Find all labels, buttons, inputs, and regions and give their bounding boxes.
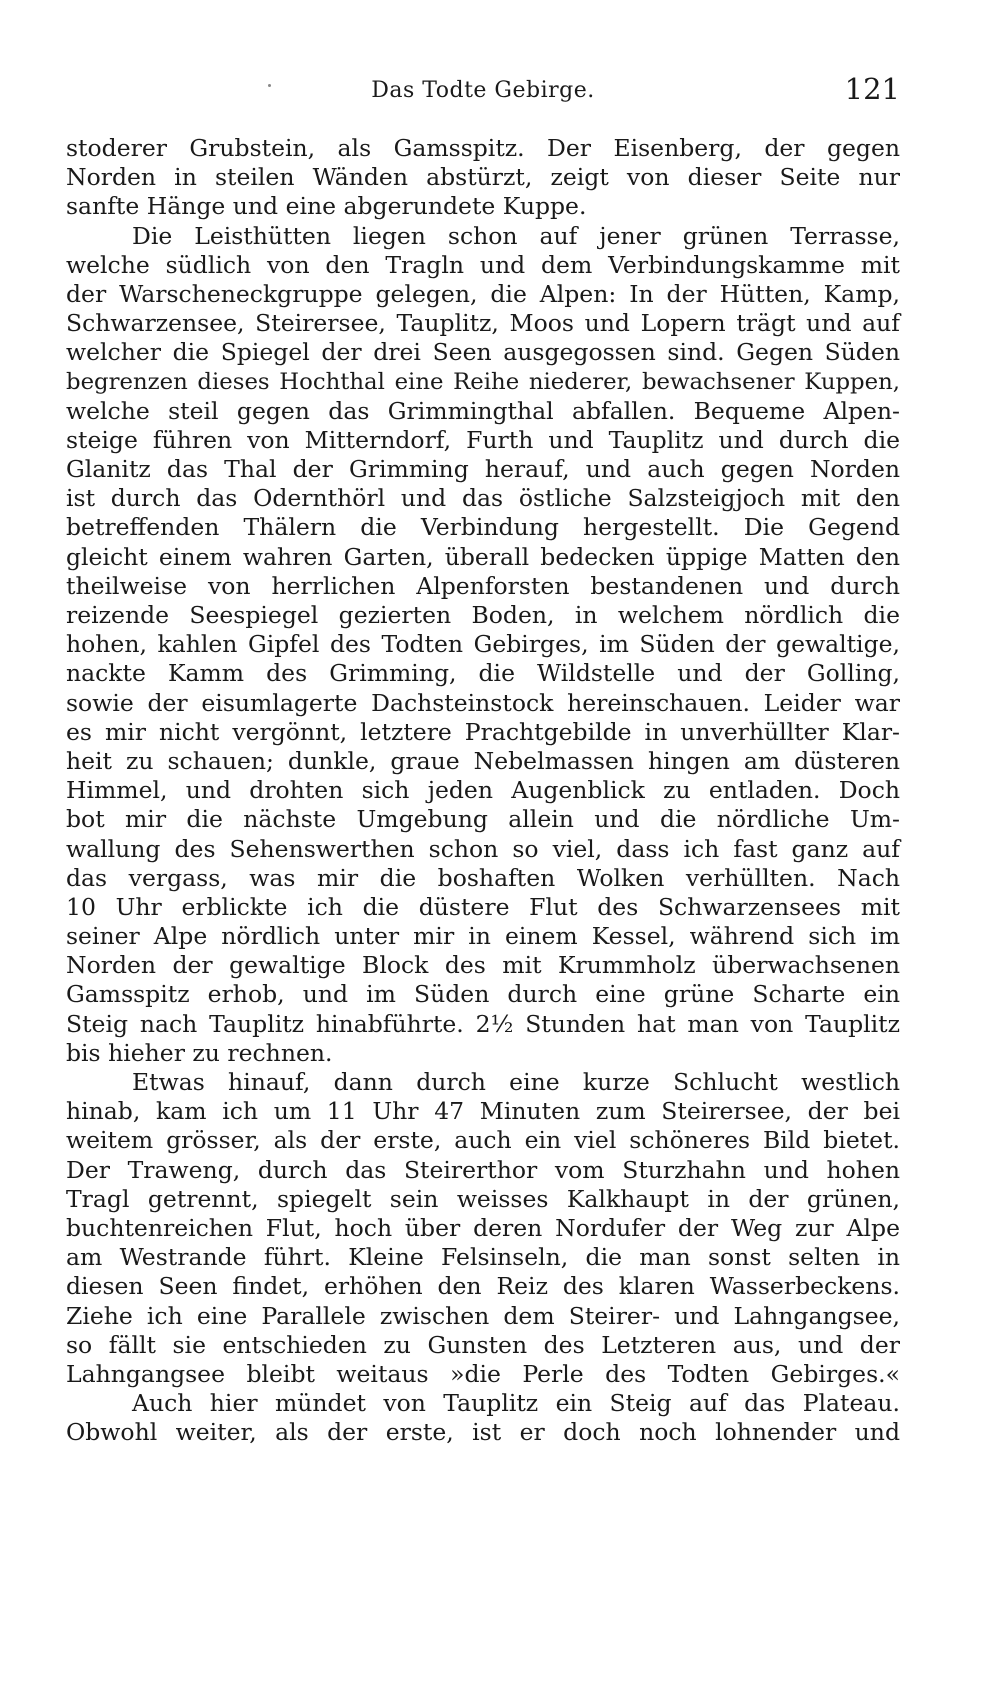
text-line: betreffenden Thälern die Verbindung hergestellt. Die Gegend	[66, 513, 900, 542]
text-line: Der Traweng, durch das Steirerthor vom Sturzhahn und hohen	[66, 1155, 900, 1184]
text-line: Norden der gewaltige Block des mit Krummholz überwachsenen	[66, 951, 900, 980]
text-line: so fällt sie entschieden zu Gunsten des Letzteren aus, und der	[66, 1330, 900, 1359]
text-line: Lahngangsee bleibt weitaus »die Perle des Todten Gebirges.«	[66, 1359, 900, 1388]
page-number: 121	[844, 72, 900, 106]
text-line: gleicht einem wahren Garten, überall bedecken üppige Matten den	[66, 542, 900, 571]
page-header	[66, 72, 900, 112]
text-line: 10 Uhr erblickte ich die düstere Flut des Schwarzensees mit	[66, 892, 900, 921]
text-line: sowie der eisumlagerte Dachsteinstock hereinschauen. Leider war	[66, 688, 900, 717]
text-line: Die Leisthütten liegen schon auf jener grünen Terrasse,	[132, 221, 900, 250]
text-line: reizende Seespiegel gezierten Boden, in welchem nördlich die	[66, 601, 900, 629]
text-line: hohen, kahlen Gipfel des Todten Gebirges, im Süden der gewaltige,	[66, 630, 900, 659]
text-line: sanfte Hänge und eine abgerundete Kuppe.	[66, 192, 587, 221]
text-line: wallung des Sehenswerthen schon so viel, dass ich fast ganz auf	[66, 834, 900, 863]
text-line: Himmel, und drohten sich jeden Augenblick zu entladen. Doch	[66, 776, 900, 805]
text-line: bis hieher zu rechnen.	[66, 1038, 333, 1067]
text-line: buchtenreichen Flut, hoch über deren Nordufer der Weg zur Alpe	[66, 1213, 900, 1242]
text-line: welcher die Spiegel der drei Seen ausgegossen sind. Gegen Süden	[66, 338, 900, 367]
text-line: seiner Alpe nördlich unter mir in einem Kessel, während sich im	[66, 922, 900, 951]
text-line: Etwas hinauf, dann durch eine kurze Schlucht westlich	[132, 1068, 900, 1096]
text-line: weitem grösser, als der erste, auch ein viel schöneres Bild bietet.	[66, 1126, 900, 1155]
text-line: Ziehe ich eine Parallele zwischen dem Steirer- und Lahngangsee,	[66, 1301, 900, 1330]
text-line: ist durch das Odernthörl und das östliche Salzsteigjoch mit den	[66, 484, 900, 513]
body-text	[66, 134, 900, 1447]
text-line: Schwarzensee, Steirersee, Tauplitz, Moos und Lopern trägt und auf	[66, 309, 900, 338]
text-line: am Westrande führt. Kleine Felsinseln, die man sonst selten in	[66, 1243, 900, 1272]
text-line: begrenzen dieses Hochthal eine Reihe niederer, bewachsener Kuppen,	[66, 368, 900, 395]
text-line: welche steil gegen das Grimmingthal abfallen. Bequeme Alpen-	[66, 396, 900, 425]
text-line: nackte Kamm des Grimming, die Wildstelle und der Golling,	[66, 659, 900, 688]
running-title: Das Todte Gebirge.	[371, 78, 595, 103]
text-line: Auch hier mündet von Tauplitz ein Steig auf das Plateau.	[132, 1389, 900, 1418]
text-line: Gamsspitz erhob, und im Süden durch eine grüne Scharte ein	[66, 980, 900, 1009]
text-line: das vergass, was mir die boshaften Wolken verhüllten. Nach	[66, 863, 900, 892]
text-line: Norden in steilen Wänden abstürzt, zeigt von dieser Seite nur	[66, 163, 900, 192]
text-line: theilweise von herrlichen Alpenforsten bestandenen und durch	[66, 571, 900, 600]
text-line: heit zu schauen; dunkle, graue Nebelmassen hingen am düsteren	[66, 746, 900, 775]
text-line: Tragl getrennt, spiegelt sein weisses Kalkhaupt in der grünen,	[66, 1184, 900, 1213]
text-line: welche südlich von den Tragln und dem Verbindungskamme mit	[66, 250, 900, 279]
text-line: Steig nach Tauplitz hinabführte. 2½ Stunden hat man von Tauplitz	[66, 1009, 900, 1038]
text-line: bot mir die nächste Umgebung allein und die nördliche Um-	[66, 805, 900, 834]
text-line: der Warscheneckgruppe gelegen, die Alpen: In der Hütten, Kamp,	[66, 279, 900, 308]
text-line: hinab, kam ich um 11 Uhr 47 Minuten zum Steirersee, der bei	[66, 1097, 900, 1126]
text-line: stoderer Grubstein, als Gamsspitz. Der Eisenberg, der gegen	[66, 134, 900, 162]
text-line: Glanitz das Thal der Grimming herauf, und auch gegen Norden	[66, 455, 900, 484]
text-line: steige führen von Mitterndorf, Furth und Tauplitz und durch die	[66, 425, 900, 454]
text-line: Obwohl weiter, als der erste, ist er doch noch lohnender und	[66, 1418, 900, 1447]
text-line: es mir nicht vergönnt, letztere Prachtgebilde in unverhüllter Klar-	[66, 717, 900, 746]
text-line: diesen Seen findet, erhöhen den Reiz des klaren Wasserbeckens.	[66, 1272, 900, 1301]
